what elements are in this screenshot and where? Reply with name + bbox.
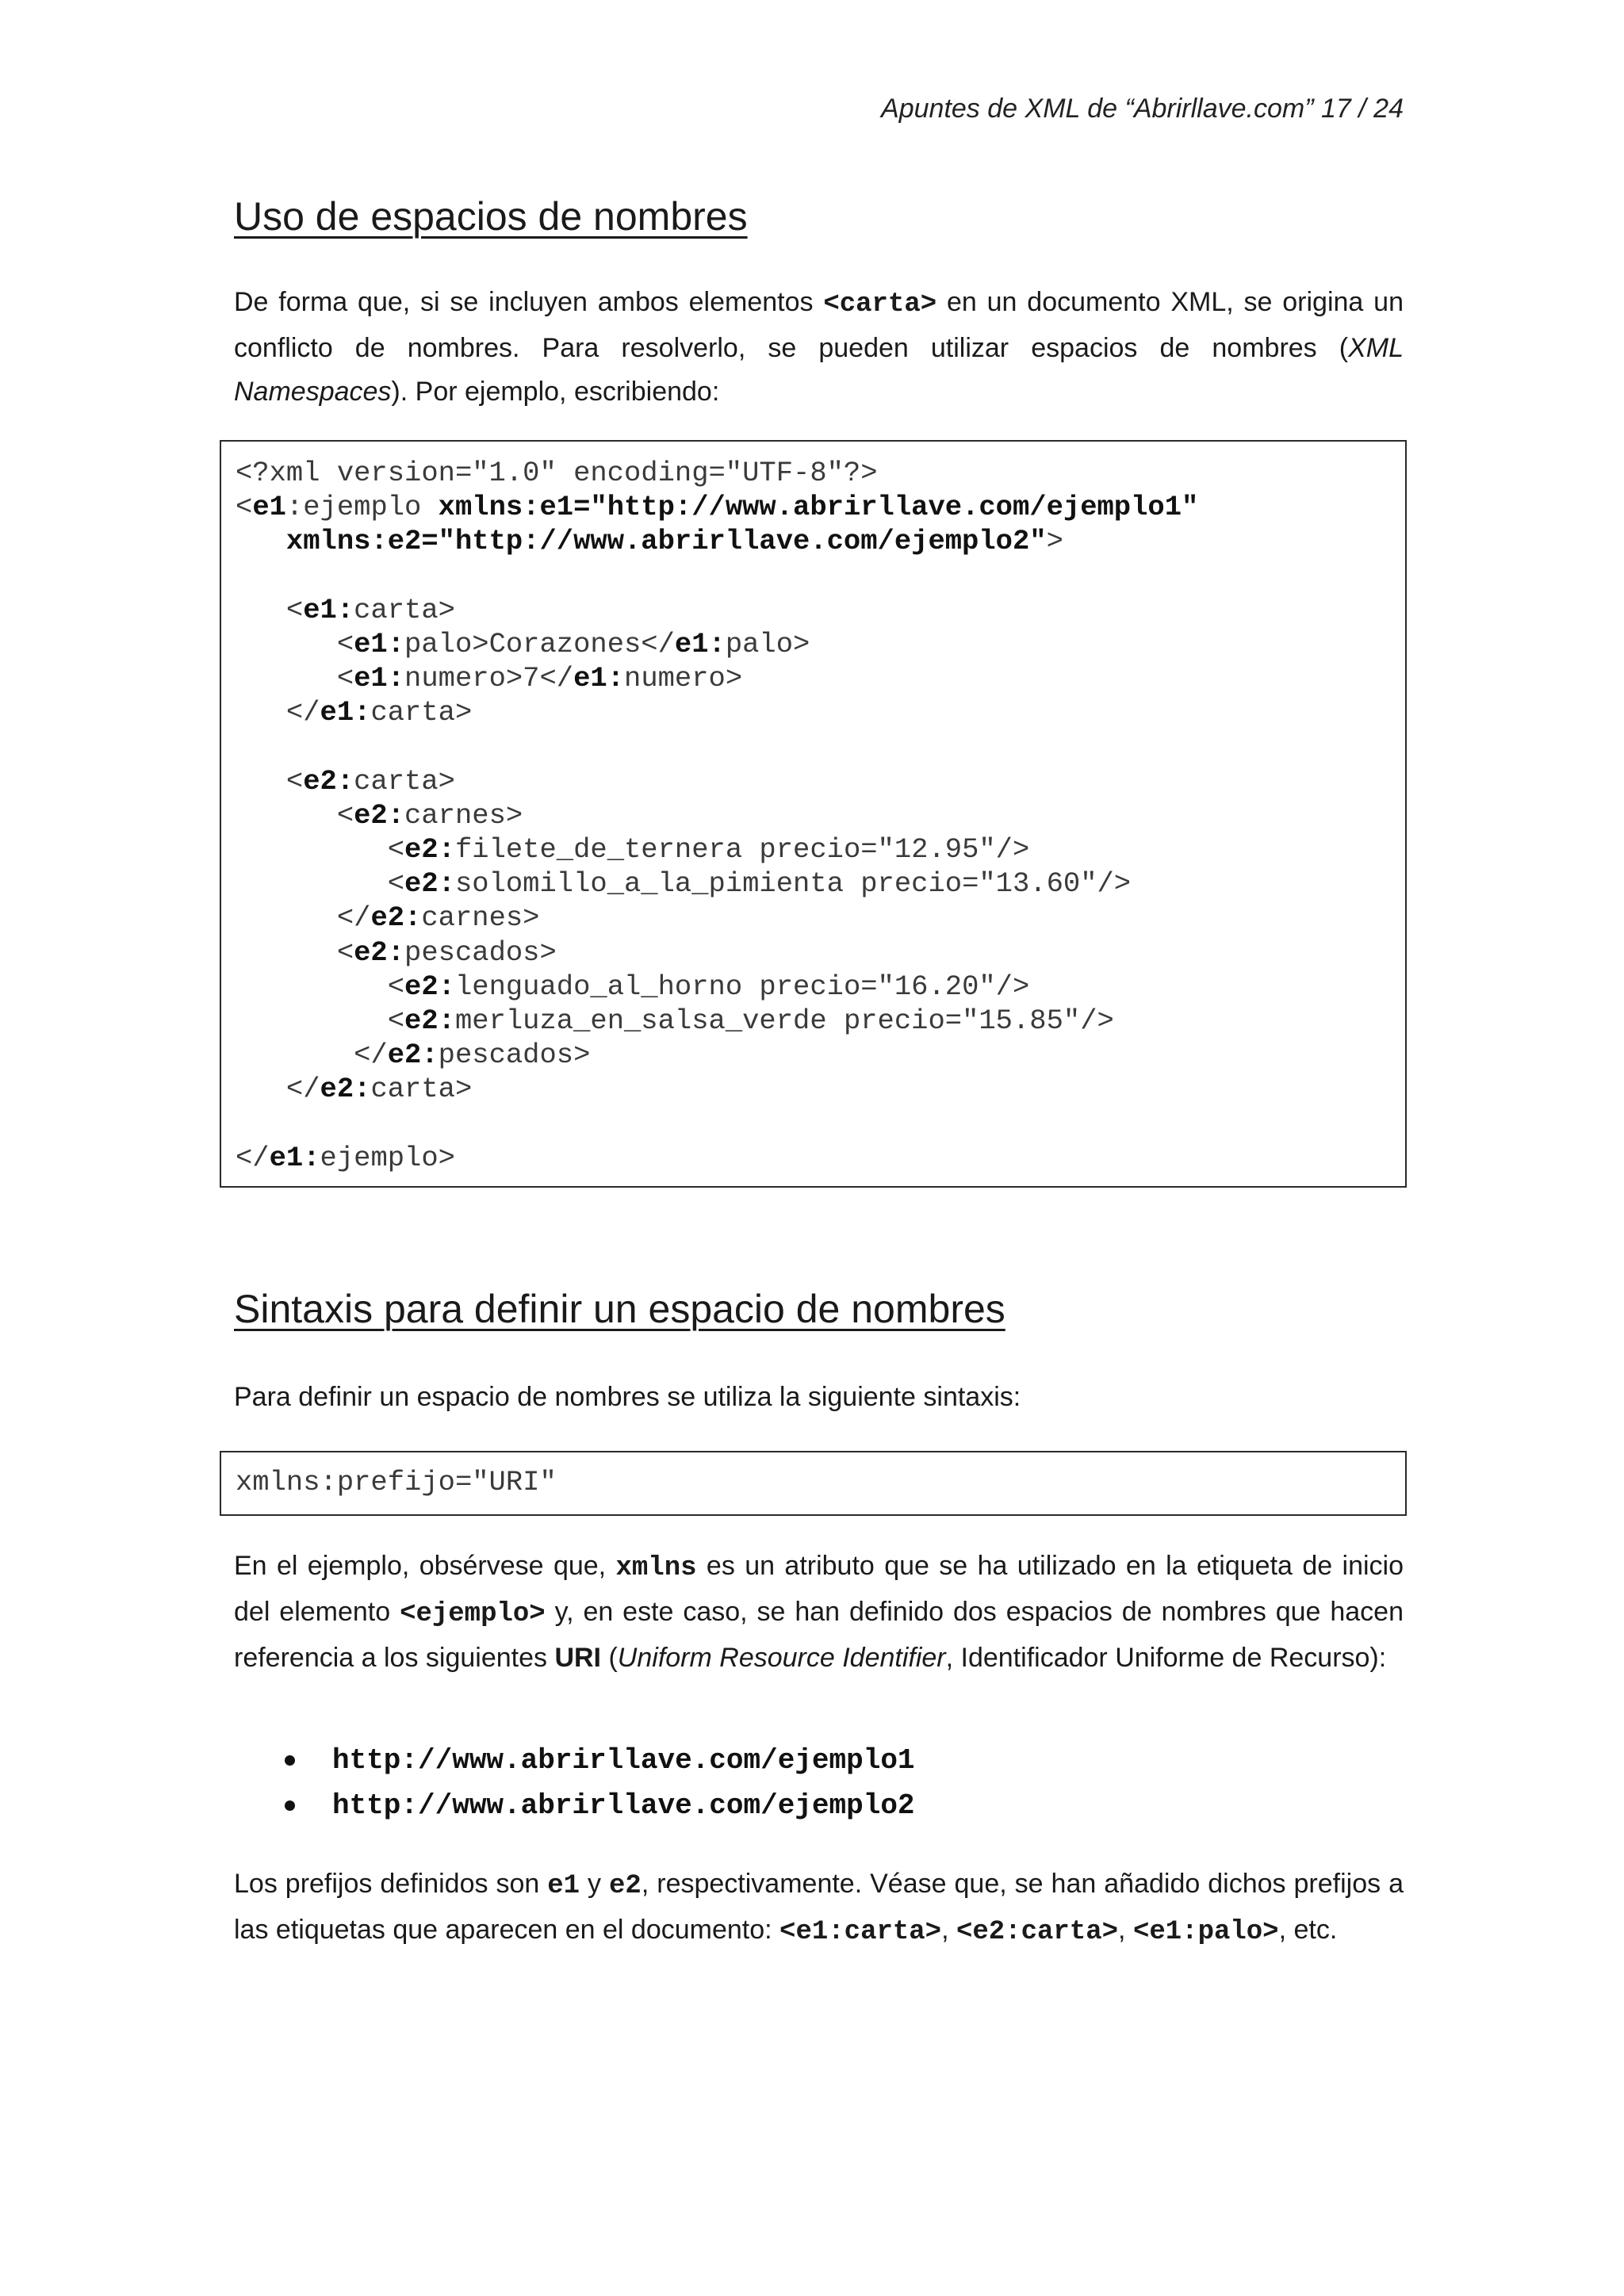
code-line: <e1:carta> xyxy=(236,593,455,626)
intro-paragraph: De forma que, si se incluyen ambos elementos <carta> en un documento XML, se origina un conflicto de nombres. Para resolverlo, se pueden utilizar espacios de nombres (XML Namespaces). Por ejemplo, escribiendo: xyxy=(234,287,1404,407)
syntax-code-box xyxy=(220,1451,1407,1516)
tag-e1-palo: <e1:palo> xyxy=(1132,1917,1279,1947)
carta-tag: <carta> xyxy=(823,289,937,320)
section-heading-sintaxis: Sintaxis para definir un espacio de nombres xyxy=(234,1287,1005,1331)
code-line: </e2:carta> xyxy=(236,1073,473,1106)
code-line: </e2:carnes> xyxy=(236,901,540,935)
code-line: <e2:carta> xyxy=(236,764,455,798)
code-line: </e1:ejemplo> xyxy=(236,1141,455,1174)
bullet-icon xyxy=(285,1755,295,1766)
prefix-e1: e1 xyxy=(547,1871,580,1901)
code-line: xmlns:e2="http://www.abrirllave.com/ejemplo2"> xyxy=(285,525,1063,558)
code-line: <e2:lenguado_al_horno precio="16.20"/> xyxy=(236,970,1030,1003)
code-line: <e2:pescados> xyxy=(236,936,557,969)
code-line: <e2:solomillo_a_la_pimienta precio="13.60"/> xyxy=(236,867,1132,901)
section-heading-uso-espacios: Uso de espacios de nombres xyxy=(234,194,748,239)
list-item: http://www.abrirllave.com/ejemplo1 xyxy=(234,1738,915,1783)
explanation-paragraph: En el ejemplo, obsérvese que, xmlns es un atributo que se ha utilizado en la etiqueta de inicio del elemento <ejemplo> y, en este caso, se han definido dos espacios de nombres que hacen referencia a los siguientes URI (Uniform Resource Identifier, Identificador Uniforme de Recurso): xyxy=(234,1551,1404,1673)
tag-e1-carta: <e1:carta> xyxy=(779,1917,942,1947)
ejemplo-tag: <ejemplo> xyxy=(400,1599,546,1629)
code-line: <e2:carnes> xyxy=(236,798,523,832)
code-line: <e1:palo>Corazones</e1:palo> xyxy=(236,627,810,660)
code-line: </e2:pescados> xyxy=(236,1039,591,1072)
uri-list xyxy=(234,1738,915,1828)
syntax-intro: Para definir un espacio de nombres se utiliza la siguiente sintaxis: xyxy=(234,1382,1021,1412)
header-title: Apuntes de XML de “Abrirllave.com” xyxy=(881,94,1314,124)
code-line: </e1:carta> xyxy=(236,696,473,729)
tag-e2-carta: <e2:carta> xyxy=(956,1917,1119,1947)
xml-code-example xyxy=(220,440,1407,1188)
code-line xyxy=(236,730,1405,764)
prefix-e2: e2 xyxy=(609,1871,642,1901)
code-line xyxy=(236,559,1405,593)
code-line: <e2:filete_de_ternera precio="12.95"/> xyxy=(236,833,1030,867)
xmlns-attr: xmlns xyxy=(615,1553,697,1583)
list-item: http://www.abrirllave.com/ejemplo2 xyxy=(234,1783,915,1828)
page-number: 17 / 24 xyxy=(1321,94,1404,124)
syntax-code: xmlns:prefijo="URI" xyxy=(236,1466,557,1498)
code-line: <?xml version="1.0" encoding="UTF-8"?> xyxy=(236,457,878,489)
page-header xyxy=(0,94,1404,124)
code-line: <e2:merluza_en_salsa_verde precio="15.85"/> xyxy=(236,1004,1114,1037)
code-line xyxy=(236,1107,1405,1141)
code-line: <e1:numero>7</e1:numero> xyxy=(236,662,743,695)
code-line: <e1:ejemplo xmlns:e1="http://www.abrirllave.com/ejemplo1" xyxy=(236,491,1199,524)
bullet-icon xyxy=(285,1800,295,1811)
prefixes-paragraph: Los prefijos definidos son e1 y e2, respectivamente. Véase que, se han añadido dichos prefijos a las etiquetas que aparecen en el documento: <e1:carta>, <e2:carta>, <e1:palo>, etc. xyxy=(234,1869,1404,1947)
uri-term: URI xyxy=(554,1643,602,1673)
code-block xyxy=(221,442,1405,1175)
